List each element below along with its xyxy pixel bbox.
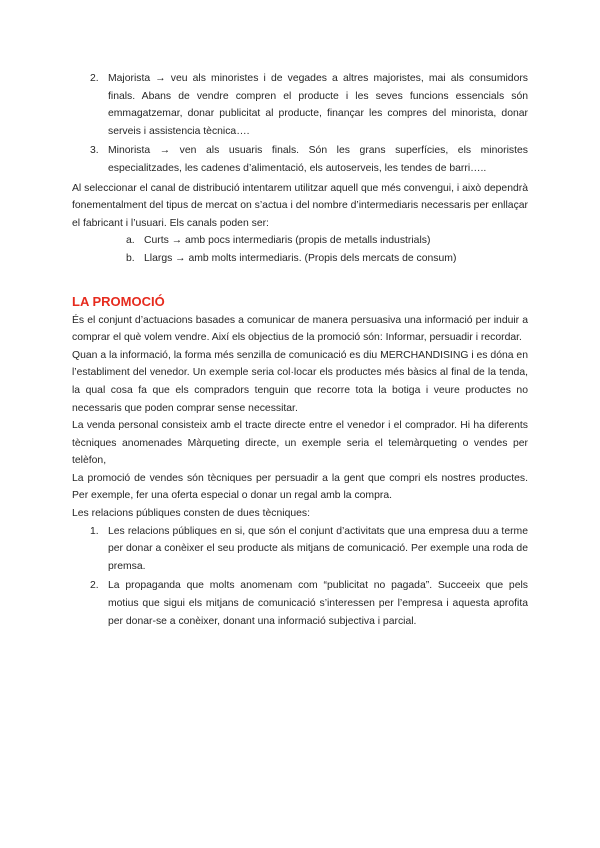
public-relations-paragraph: Les relacions públiques consten de dues tècniques: (72, 508, 310, 520)
channel-types-list (72, 232, 528, 267)
list-marker: 3. (90, 145, 99, 157)
list-item (90, 577, 528, 630)
list-item-text: Llargs → amb molts intermediaris. (Propis dels mercats de consum) (144, 252, 457, 264)
channel-paragraph: Al seleccionar el canal de distribució intentarem utilitzar aquell que més convengui, i això dependrà fonementalment del tipus de mercat on s’actua i del nombre d’intermediaris necessaris per enllaçar el fabricant i l’usuari. Els canals poden ser: (72, 182, 528, 229)
list-item-text: Minorista → ven als usuaris finals. Són les grans superfícies, els minoristes especialitzades, les cadenes d’alimentació, els autoserveis, les tendes de barri….. (108, 145, 528, 174)
list-marker: 2. (90, 73, 99, 84)
distribution-agents-list (72, 70, 528, 178)
promo-intro-paragraph: És el conjunt d’actuacions basades a comunicar de manera persuasiva una informació per induir a comprar el què volem vendre. Així els objectius de la promoció són: Informar, persuadir i recordar. (72, 314, 528, 344)
list-item-text: La propaganda que molts anomenam com “publicitat no pagada”. Succeeix que pels motius que sigui els mitjans de comunicació s’interessen per l’empresa i aquesta aprofita per donar-se a conèixer, donant una informació subjectiva i parcial. (108, 580, 528, 627)
list-item (90, 523, 528, 576)
merchandising-paragraph: Quan a la informació, la forma més senzilla de comunicació es diu MERCHANDISING i es dóna en l’establiment del venedor. Un exemple seria col·locar els productes més bàsics al final de la tenda, la qual cosa fa que els compradors tenguin que recorre tota la botiga i veure productes no necessaris que poden comprar sense necessitar. (72, 349, 528, 414)
list-marker: a. (126, 235, 135, 247)
public-relations-list (72, 523, 528, 631)
list-item (126, 232, 528, 250)
list-item-text: Curts → amb pocs intermediaris (propis de metalls industrials) (144, 235, 431, 247)
list-marker: b. (126, 252, 135, 264)
list-item (126, 250, 528, 268)
list-item-text: Majorista → veu als minoristes i de vegades a altres majoristes, mai als consumidors finals. Abans de vendre compren el producte i les seves funcions essencials són emmagatzemar, donar publicitat al producte, finançar les compres del minorista, donar serveis i assistencia tècnica…. (108, 73, 528, 137)
personal-selling-paragraph: La venda personal consisteix amb el tracte directe entre el venedor i el comprador. Hi ha diferents tècniques anomenades Màrqueting directe, un exemple seria el telemàrqueting o vendes per telèfon, (72, 420, 528, 467)
list-item (90, 70, 528, 140)
sales-promotion-paragraph: La promoció de vendes són tècniques per persuadir a la gent que compri els nostres productes. Per exemple, fer una oferta especial o donar un regal amb la compra. (72, 472, 528, 502)
list-item (90, 142, 528, 177)
list-marker: 2. (90, 580, 99, 592)
list-item-text: Les relacions públiques en si, que són el conjunt d’activitats que una empresa duu a terme per donar a conèixer el seu producte als mitjans de comunicació. Per exemple una roda de premsa. (108, 525, 528, 572)
section-heading-promocio: LA PROMOCIÓ (72, 293, 165, 309)
list-marker: 1. (90, 525, 99, 537)
